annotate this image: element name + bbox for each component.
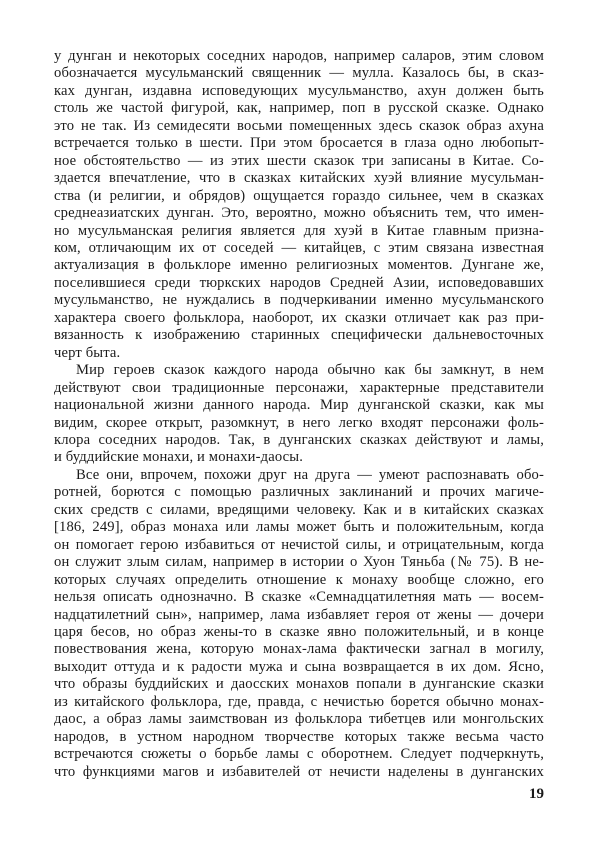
text-line: ротней, борются с помощью различных заклинаний и прочих магиче- <box>54 484 544 501</box>
text-line: которых случаях определить отношение к монаху вообще сложно, его <box>54 571 544 588</box>
text-line: обозначается мусульманский священник — мулла. Казалось бы, в сказ- <box>54 65 544 82</box>
text-line: ком, отличающим их от соседей — китайцев, с этим связана известная <box>54 239 544 256</box>
text-line: народов, в устном народном творчестве которых также весьма часто <box>54 728 544 745</box>
text-line: мусульманство, не нуждались в подчеркивании именно мусульманского <box>54 292 544 309</box>
paragraph <box>54 467 544 781</box>
text-line: он служит злым силам, например в истории о Хуон Тяньба (№ 75). В не- <box>54 554 544 571</box>
text-line: актуализация в фольклоре именно религиозных моментов. Дунгане же, <box>54 257 544 274</box>
text-line: Мир героев сказок каждого народа обычно как бы замкнут, в нем <box>76 362 544 379</box>
text-line: национальной жизни данного народа. Мир дунганской сказки, как мы <box>54 397 544 414</box>
text-line: встречаются сюжеты о борьбе ламы с оборотнем. Следует подчеркнуть, <box>54 746 544 763</box>
text-line: царя бесов, но образ жены-то в сказке явно положительный, и в конце <box>54 623 544 640</box>
text-line: он помогает герою избавиться от нечистой силы, и отрицательным, когда <box>54 536 544 553</box>
text-line: это не так. Из семидесяти восьми помещенных здесь сказок образ ахуна <box>54 117 544 134</box>
text-line: даос, а образ ламы заимствован из фольклора тибетцев или монгольских <box>54 711 544 728</box>
text-line: видим, скорее открыт, разомкнут, в него легко входят персонажи фоль- <box>54 414 544 431</box>
text-line: столь же частой фигурой, как, например, поп в русской сказке. Однако <box>54 100 544 117</box>
text-line: нельзя описать однозначно. В сказке «Семнадцатилетняя мать — восем- <box>54 589 544 606</box>
text-line: и буддийские монахи, и монахи-даосы. <box>54 449 304 466</box>
paragraph <box>54 48 544 362</box>
text-line: ских средств с силами, вредящими человеку. Как и в китайских сказках <box>54 501 544 518</box>
text-line: повествования жена, которую монах-лама фактически загнал в могилу, <box>54 641 544 658</box>
text-line: ства (и религии, и обрядов) ощущается гораздо сильнее, чем в сказках <box>54 187 544 204</box>
text-line: встречается только в шести. При этом бросается в глаза одно любопыт- <box>54 135 544 152</box>
text-line: что функциями магов и избавителей от нечисти наделены в дунганских <box>54 763 544 780</box>
text-line: но мусульманская религия является для хуэй в Китае главным призна- <box>54 222 544 239</box>
text-line: клора соседних народов. Так, в дунганских сказках действуют и ламы, <box>54 431 544 448</box>
page-number: 19 <box>529 786 544 802</box>
text-line: ное обстоятельство — из этих шести сказок три записаны в Китае. Со- <box>54 152 544 169</box>
text-line: среднеазиатских дунган. Это, вероятно, можно объяснить тем, что имен- <box>54 205 544 222</box>
text-line: поселившиеся среди тюркских народов Средней Азии, исповедовавших <box>54 274 544 291</box>
text-line: ках дунган, издавна исповедующих мусульманство, ахун должен быть <box>54 82 544 99</box>
text-line: вязанность к изображению старинных специфически дальневосточных <box>54 327 544 344</box>
text-line: черт быта. <box>54 344 121 361</box>
text-line: характера своего фольклора, наоборот, их сказки отличает как раз при- <box>54 309 544 326</box>
page-body <box>54 48 544 781</box>
text-line: здается впечатление, что в сказках китайских хуэй влияние мусульман- <box>54 170 544 187</box>
text-line: [186, 249], образ монаха или ламы может быть и положительным, когда <box>54 519 544 536</box>
text-line: действуют свои традиционные персонажи, характерные представители <box>54 379 544 396</box>
paragraph <box>54 362 544 467</box>
text-line: Все они, впрочем, похожи друг на друга — умеют распознавать обо- <box>76 466 544 483</box>
text-line: из китайского фольклора, где, правда, с нечистью борется обычно монах- <box>54 693 544 710</box>
text-line: надцатилетний сын», например, лама избавляет героя от жены — дочери <box>54 606 544 623</box>
text-line: у дунган и некоторых соседних народов, например саларов, этим словом <box>54 48 544 64</box>
text-line: что образы буддийских и даосских монахов попали в дунганские сказки <box>54 676 544 693</box>
text-line: выходит оттуда и к радости мужа и сына возвращается в их дом. Ясно, <box>54 658 544 675</box>
